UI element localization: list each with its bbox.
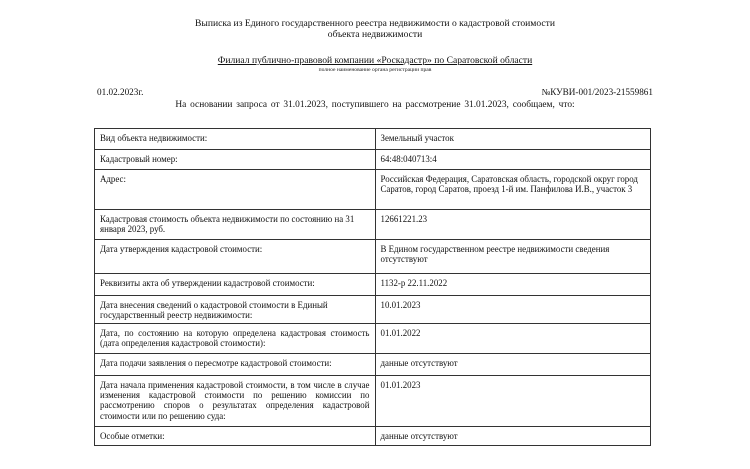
row-value: 12661221.23: [375, 210, 651, 240]
row-value: данные отсутствуют: [375, 354, 651, 376]
table-row-object-type: [95, 129, 651, 150]
organization-name: Филиал публично-правовой компании «Роскадастр» по Саратовской области: [217, 55, 533, 66]
row-label: Дата начала применения кадастровой стоимости, в том числе в случае изменения кадастровой стоимости по решению комиссии по рассмотрению споров о результатах определения кадастровой стоимости или по решению суда:: [95, 376, 376, 427]
table-row-special-notes: [95, 427, 651, 446]
table-row-approval-date: [95, 240, 651, 274]
document-title-line-2: объекта недвижимости: [327, 29, 423, 40]
table-row-address: [95, 170, 651, 210]
row-value: 01.01.2022: [375, 324, 651, 354]
row-label: Дата внесения сведений о кадастровой стоимости в Единый государственный реестр недвижимости:: [95, 296, 376, 324]
row-label: Адрес:: [95, 170, 376, 210]
table-row-review-application-date: [95, 354, 651, 376]
row-value: данные отсутствуют: [375, 427, 651, 446]
organization-caption: полное наименование органа регистрации прав: [318, 67, 432, 73]
document-date: 01.02.2023г.: [97, 87, 144, 97]
table-row-cadastral-value: [95, 210, 651, 240]
row-label: Кадастровая стоимость объекта недвижимости по состоянию на 31 января 2023, руб.: [95, 210, 376, 240]
row-value: Земельный участок: [375, 129, 651, 150]
row-label: Особые отметки:: [95, 427, 376, 446]
row-label: Кадастровый номер:: [95, 150, 376, 170]
document-number: №КУВИ-001/2023-21559861: [541, 87, 653, 97]
row-label: Дата, по состоянию на которую определена кадастровая стоимость (дата определения кадастровой стоимости):: [95, 324, 376, 354]
row-label: Реквизиты акта об утверждении кадастровой стоимости:: [95, 274, 376, 296]
table-row-application-start-date: [95, 376, 651, 427]
request-intro: На основании запроса от 31.01.2023, поступившего на рассмотрение 31.01.2023, сообщаем, что:: [175, 100, 575, 110]
row-label: Вид объекта недвижимости:: [95, 129, 376, 150]
cadastral-info-table: [94, 128, 651, 446]
row-label: Дата утверждения кадастровой стоимости:: [95, 240, 376, 274]
document-title: [0, 18, 750, 40]
row-value: В Едином государственном реестре недвижимости сведения отсутствуют: [375, 240, 651, 274]
row-value: 64:48:040713:4: [375, 150, 651, 170]
document-title-line-1: Выписка из Единого государственного реестра недвижимости о кадастровой стоимости: [195, 18, 555, 29]
row-value: 01.01.2023: [375, 376, 651, 427]
table-row-determination-date: [95, 324, 651, 354]
row-label: Дата подачи заявления о пересмотре кадастровой стоимости:: [95, 354, 376, 376]
row-value: 1132-р 22.11.2022: [375, 274, 651, 296]
table-row-cadastral-number: [95, 150, 651, 170]
table-row-entry-date: [95, 296, 651, 324]
row-value: 10.01.2023: [375, 296, 651, 324]
table-row-approval-act: [95, 274, 651, 296]
row-value: Российская Федерация, Саратовская область, городской округ город Саратов, город Саратов, проезд 1-й им. Панфилова И.В., участок 3: [375, 170, 651, 210]
